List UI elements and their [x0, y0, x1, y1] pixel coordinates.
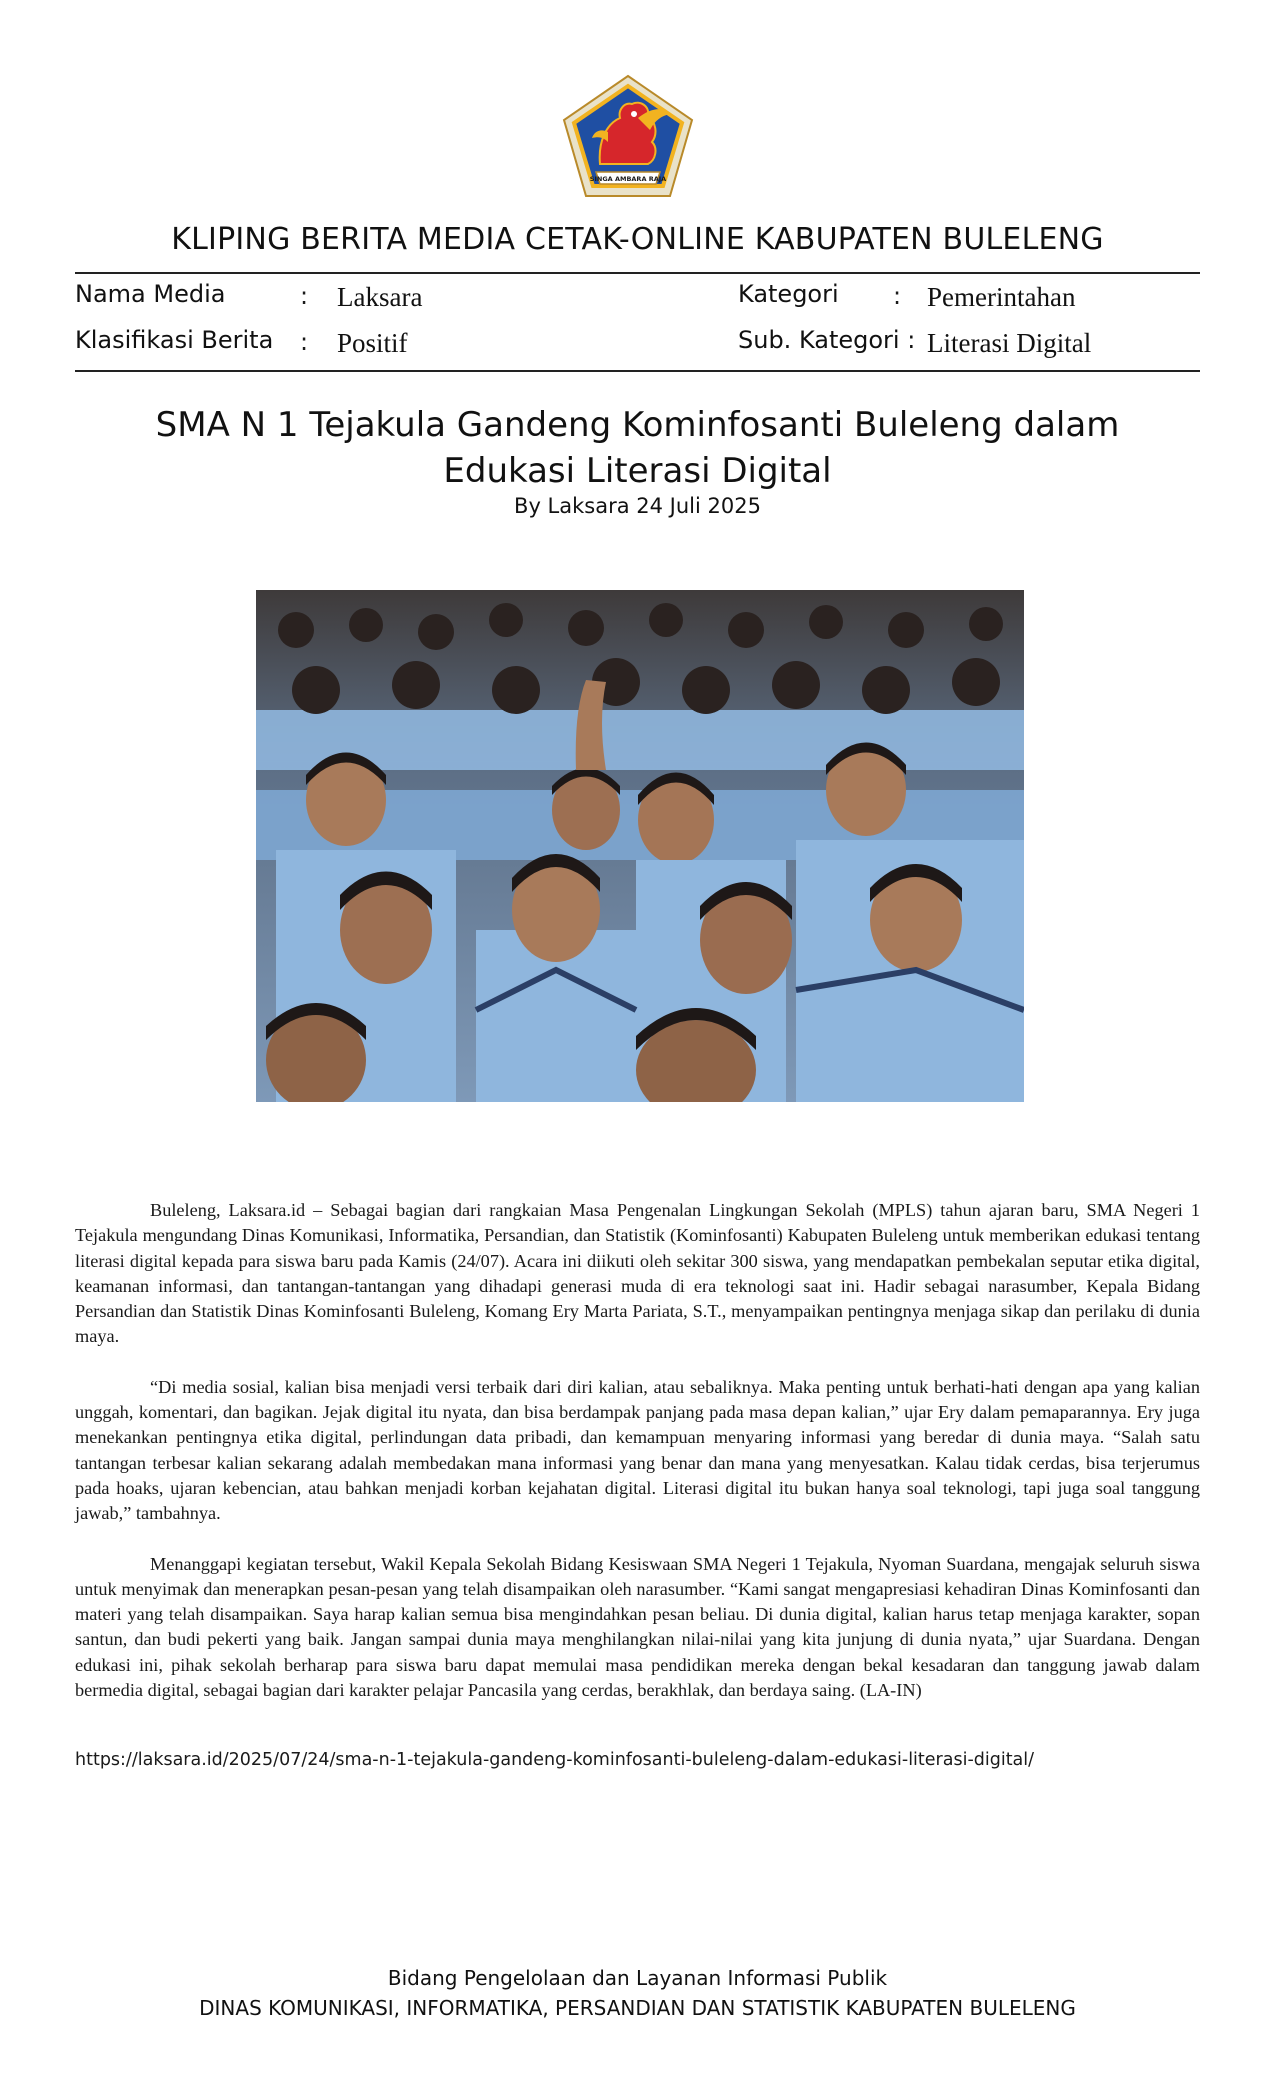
klasifikasi-colon: : [300, 328, 309, 356]
klasifikasi-value: Positif [337, 328, 408, 358]
logo-ribbon-text: SINGA AMBARA RAJA [589, 175, 667, 183]
article-paragraph-1: Buleleng, Laksara.id – Sebagai bagian dari rangkaian Masa Pengenalan Lingkungan Sekolah (MPLS) tahun ajaran baru, SMA Negeri 1 Tejakula mengundang Dinas Komunikasi, Informatika, Persandian, dan Statistik (Kominfosanti) Kabupaten Buleleng untuk memberikan edukasi tentang literasi digital kepada para siswa baru pada Kamis (24/07). Acara ini diikuti oleh sekitar 300 siswa, yang mendapatkan pembekalan seputar etika digital, keamanan informasi, dan tantangan-tantangan yang dihadapi generasi muda di era teknologi saat ini. Hadir sebagai narasumber, Kepala Bidang Persandian dan Statistik Dinas Kominfosanti Buleleng, Komang Ery Marta Pariata, S.T., menyampaikan pentingnya menjaga sikap dan perilaku di dunia maya. [75, 1200, 1200, 1347]
kategori-label: Kategori [738, 280, 839, 308]
headline-line-2: Edukasi Literasi Digital [443, 451, 832, 491]
headline-line-1: SMA N 1 Tejakula Gandeng Kominfosanti Buleleng dalam [155, 405, 1120, 445]
kategori-colon: : [893, 282, 902, 310]
nama-media-label: Nama Media [75, 280, 226, 308]
nama-media-value: Laksara [337, 282, 423, 312]
footer-agency: DINAS KOMUNIKASI, INFORMATIKA, PERSANDIAN DAN STATISTIK KABUPATEN BULELENG [199, 1996, 1076, 2020]
article-byline: By Laksara 24 Juli 2025 [514, 494, 761, 518]
klasifikasi-label: Klasifikasi Berita [75, 326, 274, 354]
footer-department: Bidang Pengelolaan dan Layanan Informasi Publik [387, 1966, 888, 1990]
article-headline [0, 402, 1275, 494]
source-url-link[interactable]: https://laksara.id/2025/07/24/sma-n-1-tejakula-gandeng-kominfosanti-buleleng-dalam-edukasi-literasi-digital/ [75, 1750, 1035, 1770]
bottom-divider [75, 370, 1200, 372]
nama-media-colon: : [300, 282, 309, 310]
document-title: KLIPING BERITA MEDIA CETAK-ONLINE KABUPATEN BULELENG [171, 222, 1104, 257]
article-paragraph-3: Menanggapi kegiatan tersebut, Wakil Kepala Sekolah Bidang Kesiswaan SMA Negeri 1 Tejakula, Nyoman Suardana, mengajak seluruh siswa untuk menyimak dan menerapkan pesan-pesan yang telah disampaikan oleh narasumber. “Kami sangat mengapresiasi kehadiran Dinas Kominfosanti dan materi yang telah disampaikan. Saya harap kalian semua bisa mengindahkan pesan beliau. Di dunia digital, kalian harus tetap menjaga karakter, sopan santun, dan budi pekerti yang baik. Jangan sampai dunia maya menghilangkan nilai-nilai yang kita junjung di dunia nyata,” ujar Suardana. Dengan edukasi ini, pihak sekolah berharap para siswa baru dapat memulai masa pendidikan mereka dengan bekal kesadaran dan tanggung jawab dalam bermedia digital, sebagai bagian dari karakter pelajar Pancasila yang cerdas, berakhlak, dan berdaya saing. (LA-IN) [75, 1553, 1200, 1701]
regency-logo [560, 72, 696, 202]
article-body [75, 1198, 1200, 1728]
students-crowd-photo [256, 590, 1024, 1102]
sub-kategori-label: Sub. Kategori : [738, 326, 916, 354]
top-divider [75, 272, 1200, 274]
singa-ambara-raja-emblem-icon [560, 72, 696, 202]
kategori-value: Pemerintahan [927, 282, 1076, 312]
article-paragraph-2: “Di media sosial, kalian bisa menjadi versi terbaik dari diri kalian, atau sebaliknya. Maka penting untuk berhati-hati dengan apa yang kalian unggah, komentari, dan bagikan. Jejak digital itu nyata, dan bisa berdampak panjang pada masa depan kalian,” ujar Ery dalam pemaparannya. Ery juga menekankan pentingnya etika digital, perlindungan data pribadi, dan kemampuan menyaring informasi yang beredar di dunia maya. “Salah satu tantangan terbesar kalian sekarang adalah membedakan mana informasi yang benar dan mana yang menyesatkan. Kalau tidak cerdas, bisa terjerumus pada hoaks, ujaran kebencian, atau bahkan menjadi korban kejahatan digital. Literasi digital itu bukan hanya soal teknologi, tapi juga soal tanggung jawab,” tambahnya. [75, 1376, 1200, 1524]
sub-kategori-value: Literasi Digital [927, 328, 1092, 358]
